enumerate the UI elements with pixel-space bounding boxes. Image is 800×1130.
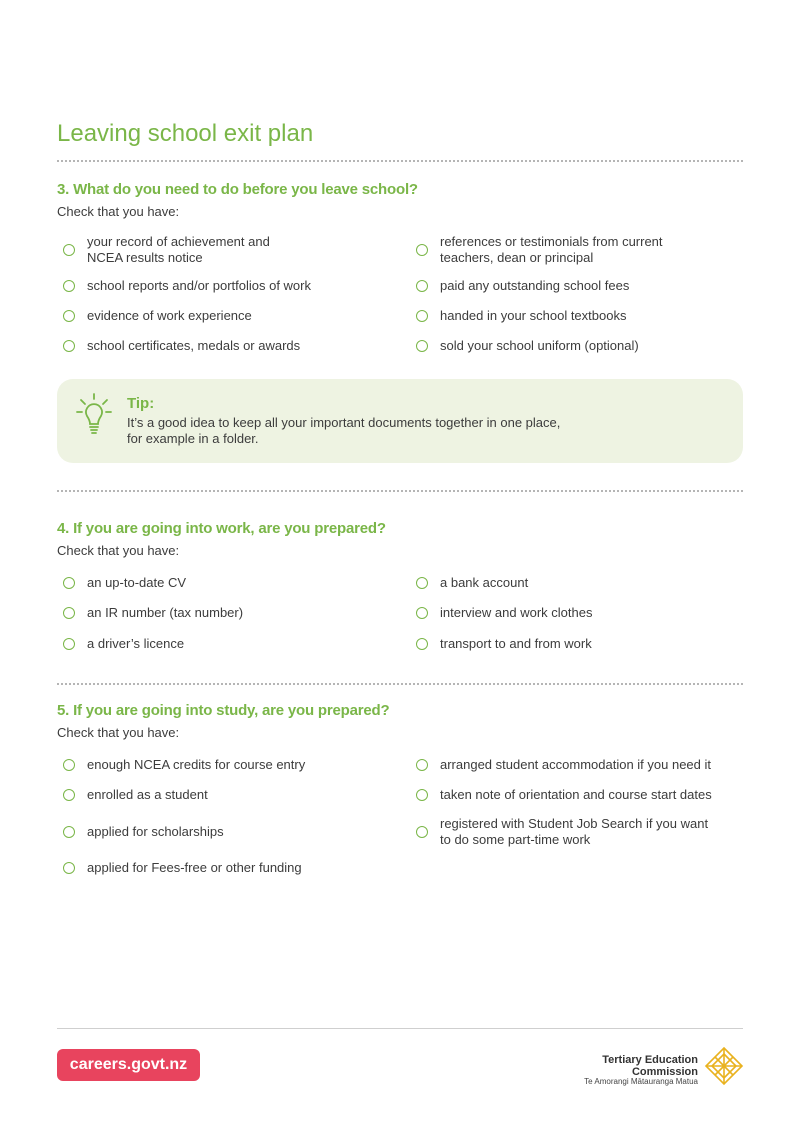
checkbox-circle-icon[interactable]	[416, 789, 428, 801]
tip-text: It’s a good idea to keep all your important documents together in one place, for example in a folder.	[127, 415, 561, 446]
checklist-item[interactable]	[63, 787, 393, 803]
checklist-item-label: interview and work clothes	[440, 605, 593, 620]
checklist-item[interactable]	[416, 605, 746, 621]
checklist-item-label: school certificates, medals or awards	[87, 338, 301, 353]
tip-label: Tip:	[127, 395, 155, 412]
checklist-item[interactable]	[416, 234, 746, 266]
checkbox-circle-icon[interactable]	[63, 759, 75, 771]
checklist-item[interactable]	[416, 278, 746, 294]
checkbox-circle-icon[interactable]	[63, 280, 75, 292]
checklist-item[interactable]	[416, 636, 746, 652]
checklist-item-label: enrolled as a student	[87, 787, 208, 802]
section4-heading: 4. If you are going into work, are you prepared?	[57, 520, 386, 537]
checklist-item[interactable]	[416, 816, 746, 848]
checkbox-circle-icon[interactable]	[63, 607, 75, 619]
checklist-item-label: evidence of work experience	[87, 308, 252, 323]
checklist-item[interactable]	[63, 636, 393, 652]
checklist-item[interactable]	[63, 860, 393, 876]
section3-heading: 3. What do you need to do before you leave school?	[57, 181, 418, 198]
checklist-item-label: school reports and/or portfolios of work	[87, 278, 311, 293]
checkbox-circle-icon[interactable]	[63, 244, 75, 256]
checklist-item-label: applied for Fees-free or other funding	[87, 860, 302, 875]
checkbox-circle-icon[interactable]	[416, 244, 428, 256]
checklist-item[interactable]	[63, 278, 393, 294]
checklist-item[interactable]	[416, 757, 746, 773]
org-name-line1: Tertiary Education	[602, 1054, 698, 1066]
section3-subheading: Check that you have:	[57, 204, 180, 219]
checkbox-circle-icon[interactable]	[63, 310, 75, 322]
checklist-item-label: arranged student accommodation if you need it	[440, 757, 712, 772]
checklist-item-label: a bank account	[440, 575, 529, 590]
checklist-item-label: an IR number (tax number)	[87, 605, 244, 620]
checklist-item-label: an up-to-date CV	[87, 575, 187, 590]
checklist-item-label: registered with Student Job Search if you want to do some part-time work	[440, 816, 709, 847]
section5-heading: 5. If you are going into study, are you prepared?	[57, 702, 390, 719]
lightbulb-icon	[76, 392, 112, 438]
checkbox-circle-icon[interactable]	[416, 310, 428, 322]
checklist-item[interactable]	[416, 338, 746, 354]
checkbox-circle-icon[interactable]	[63, 826, 75, 838]
org-name	[560, 1054, 698, 1078]
checklist-item[interactable]	[63, 234, 393, 266]
checklist-item[interactable]	[63, 575, 393, 591]
checklist-item-label: enough NCEA credits for course entry	[87, 757, 306, 772]
checklist-item[interactable]	[63, 338, 393, 354]
checklist-item-label: a driver’s licence	[87, 636, 185, 651]
checklist-item[interactable]	[63, 757, 393, 773]
checkbox-circle-icon[interactable]	[416, 577, 428, 589]
checkbox-circle-icon[interactable]	[416, 340, 428, 352]
checklist-item-label: sold your school uniform (optional)	[440, 338, 639, 353]
checkbox-circle-icon[interactable]	[416, 638, 428, 650]
checklist-item-label: applied for scholarships	[87, 824, 224, 839]
checklist-item[interactable]	[416, 575, 746, 591]
checklist-item-label: handed in your school textbooks	[440, 308, 627, 323]
checklist-item-label: taken note of orientation and course start dates	[440, 787, 712, 802]
checkbox-circle-icon[interactable]	[416, 280, 428, 292]
checklist-item-label: your record of achievement and NCEA results notice	[87, 234, 270, 265]
divider	[57, 160, 743, 162]
footer-divider	[57, 1028, 743, 1029]
checklist-item[interactable]	[63, 605, 393, 621]
checklist-item[interactable]	[416, 308, 746, 324]
checkbox-circle-icon[interactable]	[63, 638, 75, 650]
checkbox-circle-icon[interactable]	[416, 607, 428, 619]
checklist-item-label: transport to and from work	[440, 636, 592, 651]
checklist-item-label: paid any outstanding school fees	[440, 278, 630, 293]
checkbox-circle-icon[interactable]	[416, 759, 428, 771]
section4-subheading: Check that you have:	[57, 543, 180, 558]
section5-subheading: Check that you have:	[57, 725, 180, 740]
divider	[57, 490, 743, 492]
checklist-item-label: references or testimonials from current teachers, dean or principal	[440, 234, 663, 265]
checklist-item[interactable]	[63, 824, 393, 840]
checklist-item[interactable]	[416, 787, 746, 803]
tec-logo-icon	[704, 1046, 744, 1086]
checkbox-circle-icon[interactable]	[63, 340, 75, 352]
careers-link-button[interactable]: careers.govt.nz	[57, 1049, 200, 1081]
checkbox-circle-icon[interactable]	[416, 826, 428, 838]
checkbox-circle-icon[interactable]	[63, 862, 75, 874]
org-maori-name: Te Amorangi Mātauranga Matua	[584, 1077, 698, 1086]
checkbox-circle-icon[interactable]	[63, 789, 75, 801]
page-title: Leaving school exit plan	[57, 120, 314, 147]
checklist-item[interactable]	[63, 308, 393, 324]
divider	[57, 683, 743, 685]
checkbox-circle-icon[interactable]	[63, 577, 75, 589]
org-name-line2: Commission	[631, 1066, 698, 1078]
